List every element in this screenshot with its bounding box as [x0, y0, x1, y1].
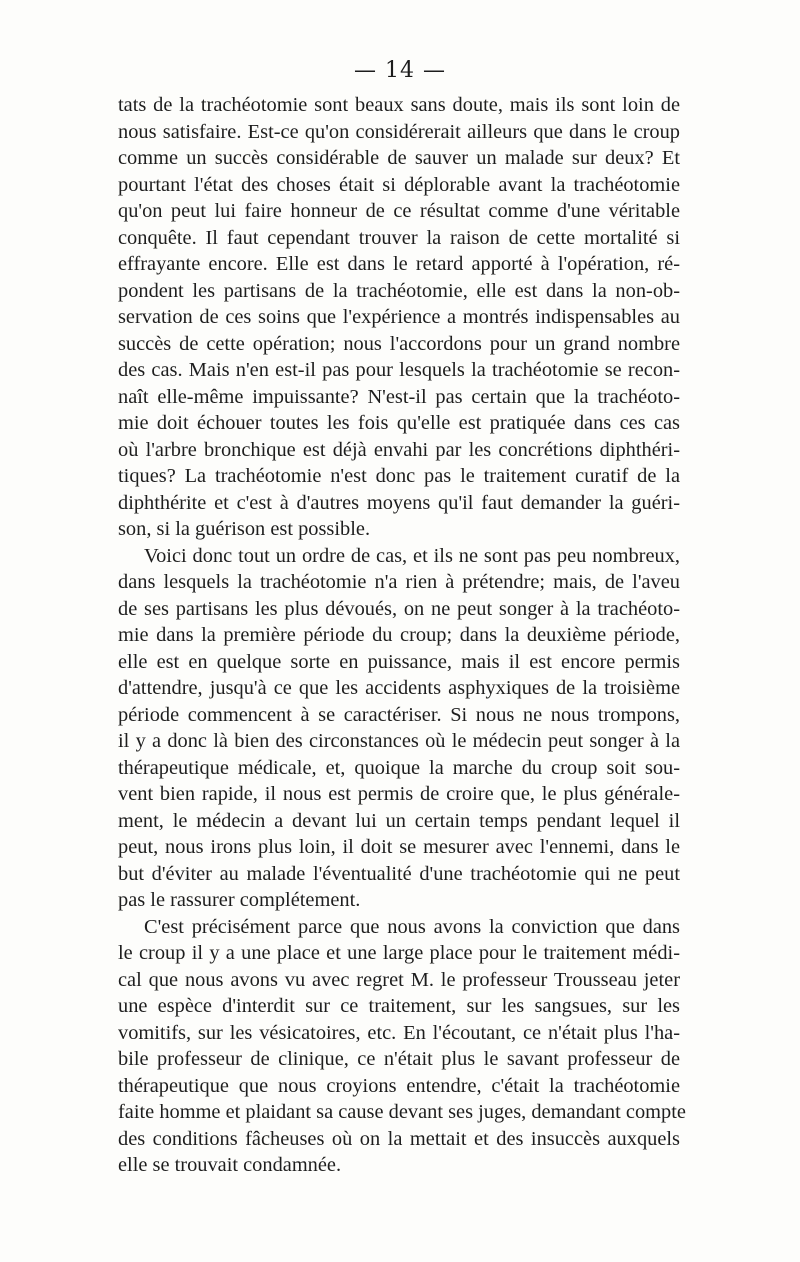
text-line: tats de la trachéotomie sont beaux sans doute, mais ils sont loin de [118, 94, 680, 116]
text-line: but d'éviter au malade l'éventualité d'une trachéotomie qui ne peut [118, 862, 680, 885]
text-line: servation de ces soins que l'expérience a montrés indispensables au [118, 306, 680, 328]
text-line: des cas. Mais n'en est-il pas pour lesquels la trachéotomie se recon- [118, 359, 680, 381]
text-line: pondent les partisans de la trachéotomie, elle est dans la non-ob- [118, 279, 680, 302]
text-line: période commencent à se caractériser. Si nous ne nous trompons, [118, 703, 680, 726]
text-line: C'est précisément parce que nous avons la conviction que dans [144, 915, 680, 938]
text-line: d'attendre, jusqu'à ce que les accidents asphyxiques de la troisième [118, 677, 680, 699]
text-line: mie dans la première période du croup; dans la deuxième période, [118, 624, 680, 646]
text-line: thérapeutique que nous croyions entendre, c'était la trachéotomie [118, 1074, 680, 1097]
text-line: elle se trouvait condamnée. [118, 1154, 342, 1176]
text-line: tiques? La trachéotomie n'est donc pas le traitement curatif de la [118, 465, 680, 487]
text-line: nous satisfaire. Est-ce qu'on considérerait ailleurs que dans le croup [118, 120, 680, 143]
text-line: conquête. Il faut cependant trouver la raison de cette mortalité si [118, 226, 680, 249]
text-line: de ses partisans les plus dévoués, on ne peut songer à la trachéoto- [118, 597, 680, 620]
text-line: où l'arbre bronchique est déjà envahi par les concrétions diphthéri- [118, 438, 680, 461]
text-line: des conditions fâcheuses où on la mettait et des insuccès auxquels [118, 1127, 680, 1150]
text-line: succès de cette opération; nous l'accordons pour un grand nombre [118, 332, 680, 355]
text-line: effrayante encore. Elle est dans le retard apporté à l'opération, ré- [118, 253, 680, 275]
text-line: bile professeur de clinique, ce n'était plus le savant professeur de [118, 1048, 680, 1070]
text-line: cal que nous avons vu avec regret M. le professeur Trousseau jeter [118, 968, 680, 991]
text-line: Voici donc tout un ordre de cas, et ils ne sont pas peu nombreux, [144, 544, 680, 567]
text-line: qu'on peut lui faire honneur de ce résultat comme d'une véritable [118, 200, 680, 222]
text-line: pas le rassurer complétement. [118, 889, 361, 911]
body-text [118, 92, 686, 1179]
text-line: vomitifs, sur les vésicatoires, etc. En l'écoutant, ce n'était plus l'ha- [118, 1021, 680, 1044]
paragraph [118, 92, 680, 543]
text-line: ment, le médecin a devant lui un certain temps pendant lequel il [118, 809, 680, 832]
paragraph [118, 543, 680, 914]
text-line: faite homme et plaidant sa cause devant ses juges, demandant compte [118, 1101, 686, 1123]
text-line: pourtant l'état des choses était si déplorable avant la trachéotomie [118, 173, 680, 196]
text-line: une espèce d'interdit sur ce traitement, sur les sangsues, sur les [118, 995, 680, 1017]
text-line: vent bien rapide, il nous est permis de croire que, le plus générale- [118, 783, 680, 805]
text-line: elle est en quelque sorte en puissance, mais il est encore permis [118, 650, 680, 673]
text-line: dans lesquels la trachéotomie n'a rien à prétendre; mais, de l'aveu [118, 571, 680, 593]
text-line: son, si la guérison est possible. [118, 518, 371, 540]
text-line: naît elle-même impuissante? N'est-il pas certain que la trachéoto- [118, 385, 680, 408]
text-line: thérapeutique médicale, et, quoique la marche du croup soit sou- [118, 756, 680, 779]
text-line: peut, nous irons plus loin, il doit se mesurer avec l'ennemi, dans le [118, 836, 680, 858]
paragraph [118, 914, 686, 1179]
page-number: — 14 — [354, 58, 446, 83]
text-line: comme un succès considérable de sauver un malade sur deux? Et [118, 147, 680, 169]
text-line: diphthérite et c'est à d'autres moyens qu'il faut demander la guéri- [118, 491, 680, 514]
text-line: mie doit échouer toutes les fois qu'elle est pratiquée dans ces cas [118, 412, 680, 434]
text-line: le croup il y a une place et une large place pour le traitement médi- [118, 942, 680, 964]
text-line: il y a donc là bien des circonstances où le médecin peut songer à la [118, 730, 680, 752]
